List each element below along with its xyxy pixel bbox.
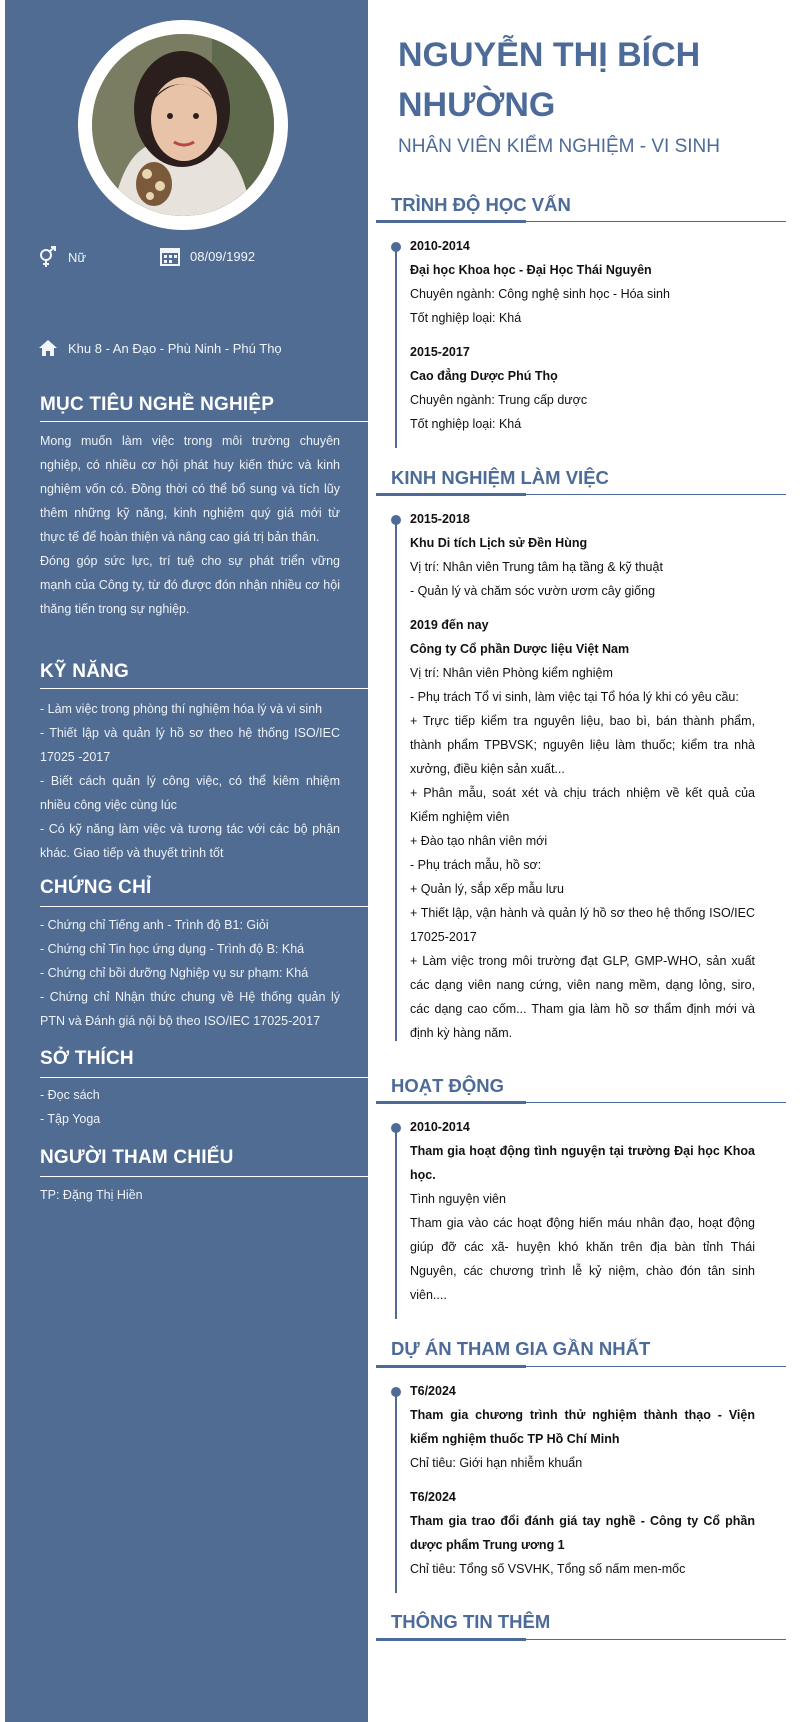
calendar-icon: [160, 246, 180, 266]
home-icon: [38, 339, 58, 357]
entry-detail: - Phụ trách mẫu, hồ sơ:: [410, 858, 542, 872]
divider: [40, 1176, 368, 1177]
certificates-list: [40, 913, 340, 1033]
skill-item: - Biết cách quản lý công việc, có thể kiêm nhiệm nhiều công việc cùng lúc: [40, 774, 340, 812]
entry-period: T6/2024: [410, 1490, 456, 1504]
divider: [40, 1077, 368, 1078]
entry-detail: Chỉ tiêu: Giới hạn nhiễm khuẩn: [410, 1456, 583, 1470]
entry-role: Vị trí: Nhân viên Trung tâm hạ tầng & kỹ thuật: [410, 560, 663, 574]
timeline-line: [395, 243, 397, 448]
hobby-item: - Tập Yoga: [40, 1112, 101, 1126]
timeline-dot: [391, 1123, 401, 1133]
experience-entry: [410, 613, 755, 1045]
divider: [40, 688, 368, 689]
birthdate-value: 08/09/1992: [190, 248, 256, 264]
entry-detail: + Quản lý, sắp xếp mẫu lưu: [410, 882, 564, 896]
entry-detail: Tốt nghiệp loại: Khá: [410, 311, 522, 325]
skill-item: - Thiết lập và quản lý hồ sơ theo hệ thống ISO/IEC 17025 -2017: [40, 726, 340, 764]
gender-row: [38, 246, 86, 268]
entry-detail: Tốt nghiệp loại: Khá: [410, 417, 522, 431]
timeline-dot: [391, 515, 401, 525]
entry-org: Cao đẳng Dược Phú Thọ: [410, 369, 558, 383]
sidebar: [5, 0, 368, 1722]
divider: [40, 421, 368, 422]
objective-paragraph: Mong muốn làm việc trong môi trường chuyên nghiệp, có nhiều cơ hội phát huy kiến thức và kinh nghiệm vốn có. Đồng thời có thể bổ sung và tích lũy thêm những kỹ năng, kinh nghiệm quý giá mới từ thực tế để hoàn thiện và nâng cao giá trị bản thân.: [40, 434, 340, 544]
divider: [40, 906, 368, 907]
entry-org: Tham gia hoạt động tình nguyện tại trường Đại học Khoa học.: [410, 1144, 755, 1182]
skills-heading: KỸ NĂNG: [40, 661, 130, 682]
entry-period: 2019 đến nay: [410, 618, 489, 632]
section-rule: [376, 1102, 786, 1103]
job-title: NHÂN VIÊN KIỂM NGHIỆM - VI SINH: [398, 136, 720, 157]
certificates-heading: CHỨNG CHỈ: [40, 877, 152, 898]
activities-heading: HOẠT ĐỘNG: [391, 1075, 505, 1096]
certificate-item: - Chứng chỉ Nhận thức chung về Hệ thống quản lý PTN và Đánh giá nội bộ theo ISO/IEC 17025-2017: [40, 990, 340, 1028]
entry-period: 2010-2014: [410, 239, 470, 253]
entry-detail: + Thiết lập, vận hành và quản lý hồ sơ theo hệ thống ISO/IEC 17025-2017: [410, 906, 755, 944]
certificate-item: - Chứng chỉ Tiếng anh - Trình độ B1: Giỏi: [40, 918, 269, 932]
entry-detail: Tham gia vào các hoạt động hiến máu nhân đạo, hoạt động giúp đỡ các xã- huyện khó khăn trên địa bàn tỉnh Thái Nguyên, các chương trình lễ kỷ niệm, chào đón tân sinh viên....: [410, 1216, 755, 1302]
entry-detail: + Trực tiếp kiểm tra nguyên liệu, bao bì, bán thành phẩm, thành phẩm TPBVSK; nguyên liệu làm thuốc; kiểm tra nhà xưởng, điều kiện sản xuất...: [410, 714, 755, 776]
entry-org: Công ty Cổ phần Dược liệu Việt Nam: [410, 642, 630, 656]
full-name: NGUYỄN THỊ BÍCH NHƯỜNG: [398, 36, 701, 124]
avatar: [92, 34, 274, 216]
entry-detail: - Phụ trách Tổ vi sinh, làm việc tại Tổ hóa lý khi có yêu cầu:: [410, 690, 739, 704]
objective-heading: MỤC TIÊU NGHỀ NGHIỆP: [40, 394, 275, 415]
certificate-item: - Chứng chỉ Tin học ứng dụng - Trình độ B: Khá: [40, 942, 305, 956]
entry-detail: + Làm việc trong môi trường đạt GLP, GMP-WHO, sản xuất các dạng viên nang cứng, viên nang mềm, dạng lỏng, siro, các dạng cao cốm... Tham gia làm hồ sơ thẩm định mới và định kỳ hàng năm.: [410, 954, 755, 1040]
entry-period: T6/2024: [410, 1384, 456, 1398]
timeline-dot: [391, 1387, 401, 1397]
entry-detail: Chỉ tiêu: Tổng số VSVHK, Tổng số nấm men-mốc: [410, 1562, 686, 1576]
certificate-item: - Chứng chỉ bồi dưỡng Nghiệp vụ sư phạm: Khá: [40, 966, 309, 980]
entry-role: Vị trí: Nhân viên Phòng kiểm nghiệm: [410, 666, 613, 680]
address-value: Khu 8 - An Đạo - Phù Ninh - Phú Thọ: [68, 340, 282, 356]
reference-heading: NGƯỜI THAM CHIẾU: [40, 1147, 234, 1168]
education-heading: TRÌNH ĐỘ HỌC VẤN: [391, 194, 571, 215]
timeline-line: [395, 516, 397, 1041]
avatar-frame: [78, 20, 288, 230]
main-content: [368, 0, 800, 1722]
section-rule: [376, 221, 786, 222]
gender-icon: [38, 246, 58, 268]
entry-period: 2010-2014: [410, 1120, 470, 1134]
birthdate-row: [160, 246, 255, 266]
education-entry: [410, 340, 755, 436]
reference-text: [40, 1183, 340, 1207]
entry-org: Tham gia trao đổi đánh giá tay nghề - Công ty Cổ phần dược phẩm Trung ương 1: [410, 1514, 755, 1552]
entry-role: Tình nguyện viên: [410, 1192, 506, 1206]
skill-item: - Làm việc trong phòng thí nghiệm hóa lý và vi sinh: [40, 702, 323, 716]
entry-period: 2015-2018: [410, 512, 470, 526]
experience-heading: KINH NGHIỆM LÀM VIỆC: [391, 467, 609, 488]
hobby-item: - Đọc sách: [40, 1088, 100, 1102]
gender-value: Nữ: [68, 249, 87, 265]
entry-detail: Chuyên ngành: Trung cấp dược: [410, 393, 588, 407]
skill-item: - Có kỹ năng làm việc và tương tác với các bộ phận khác. Giao tiếp và thuyết trình tốt: [40, 822, 340, 860]
entry-detail: + Phân mẫu, soát xét và chịu trách nhiệm về kết quả của Kiểm nghiệm viên: [410, 786, 755, 824]
projects-heading: DỰ ÁN THAM GIA GẦN NHẤT: [391, 1338, 651, 1359]
entry-org: Khu Di tích Lịch sử Đền Hùng: [410, 536, 588, 550]
address-row: [38, 339, 282, 357]
skills-list: [40, 697, 340, 865]
hobbies-list: [40, 1083, 340, 1131]
section-rule: [376, 1366, 786, 1367]
reference-value: TP: Đặng Thị Hiền: [40, 1188, 143, 1202]
more-info-heading: THÔNG TIN THÊM: [391, 1611, 551, 1632]
hobbies-heading: SỞ THÍCH: [40, 1048, 134, 1069]
timeline-line: [395, 1388, 397, 1593]
education-entry: [410, 234, 755, 330]
timeline-dot: [391, 242, 401, 252]
objective-paragraph: Đóng góp sức lực, trí tuệ cho sự phát triển vững mạnh của Công ty, từ đó được đón nhận nhiều cơ hội thăng tiến trong sự nghiệp.: [40, 554, 340, 616]
activity-entry: [410, 1115, 755, 1307]
entry-detail: + Đào tạo nhân viên mới: [410, 834, 548, 848]
experience-entry: [410, 507, 755, 603]
project-entry: [410, 1379, 755, 1475]
entry-detail: - Quản lý và chăm sóc vườn ươm cây giống: [410, 584, 656, 598]
objective-text: [40, 429, 340, 621]
entry-org: Đại học Khoa học - Đại Học Thái Nguyên: [410, 263, 652, 277]
section-rule: [376, 494, 786, 495]
timeline-line: [395, 1124, 397, 1319]
project-entry: [410, 1485, 755, 1581]
entry-detail: Chuyên ngành: Công nghệ sinh học - Hóa sinh: [410, 287, 670, 301]
entry-period: 2015-2017: [410, 345, 470, 359]
entry-org: Tham gia chương trình thử nghiệm thành thạo - Viện kiểm nghiệm thuốc TP Hồ Chí Minh: [410, 1408, 755, 1446]
section-rule: [376, 1639, 786, 1640]
